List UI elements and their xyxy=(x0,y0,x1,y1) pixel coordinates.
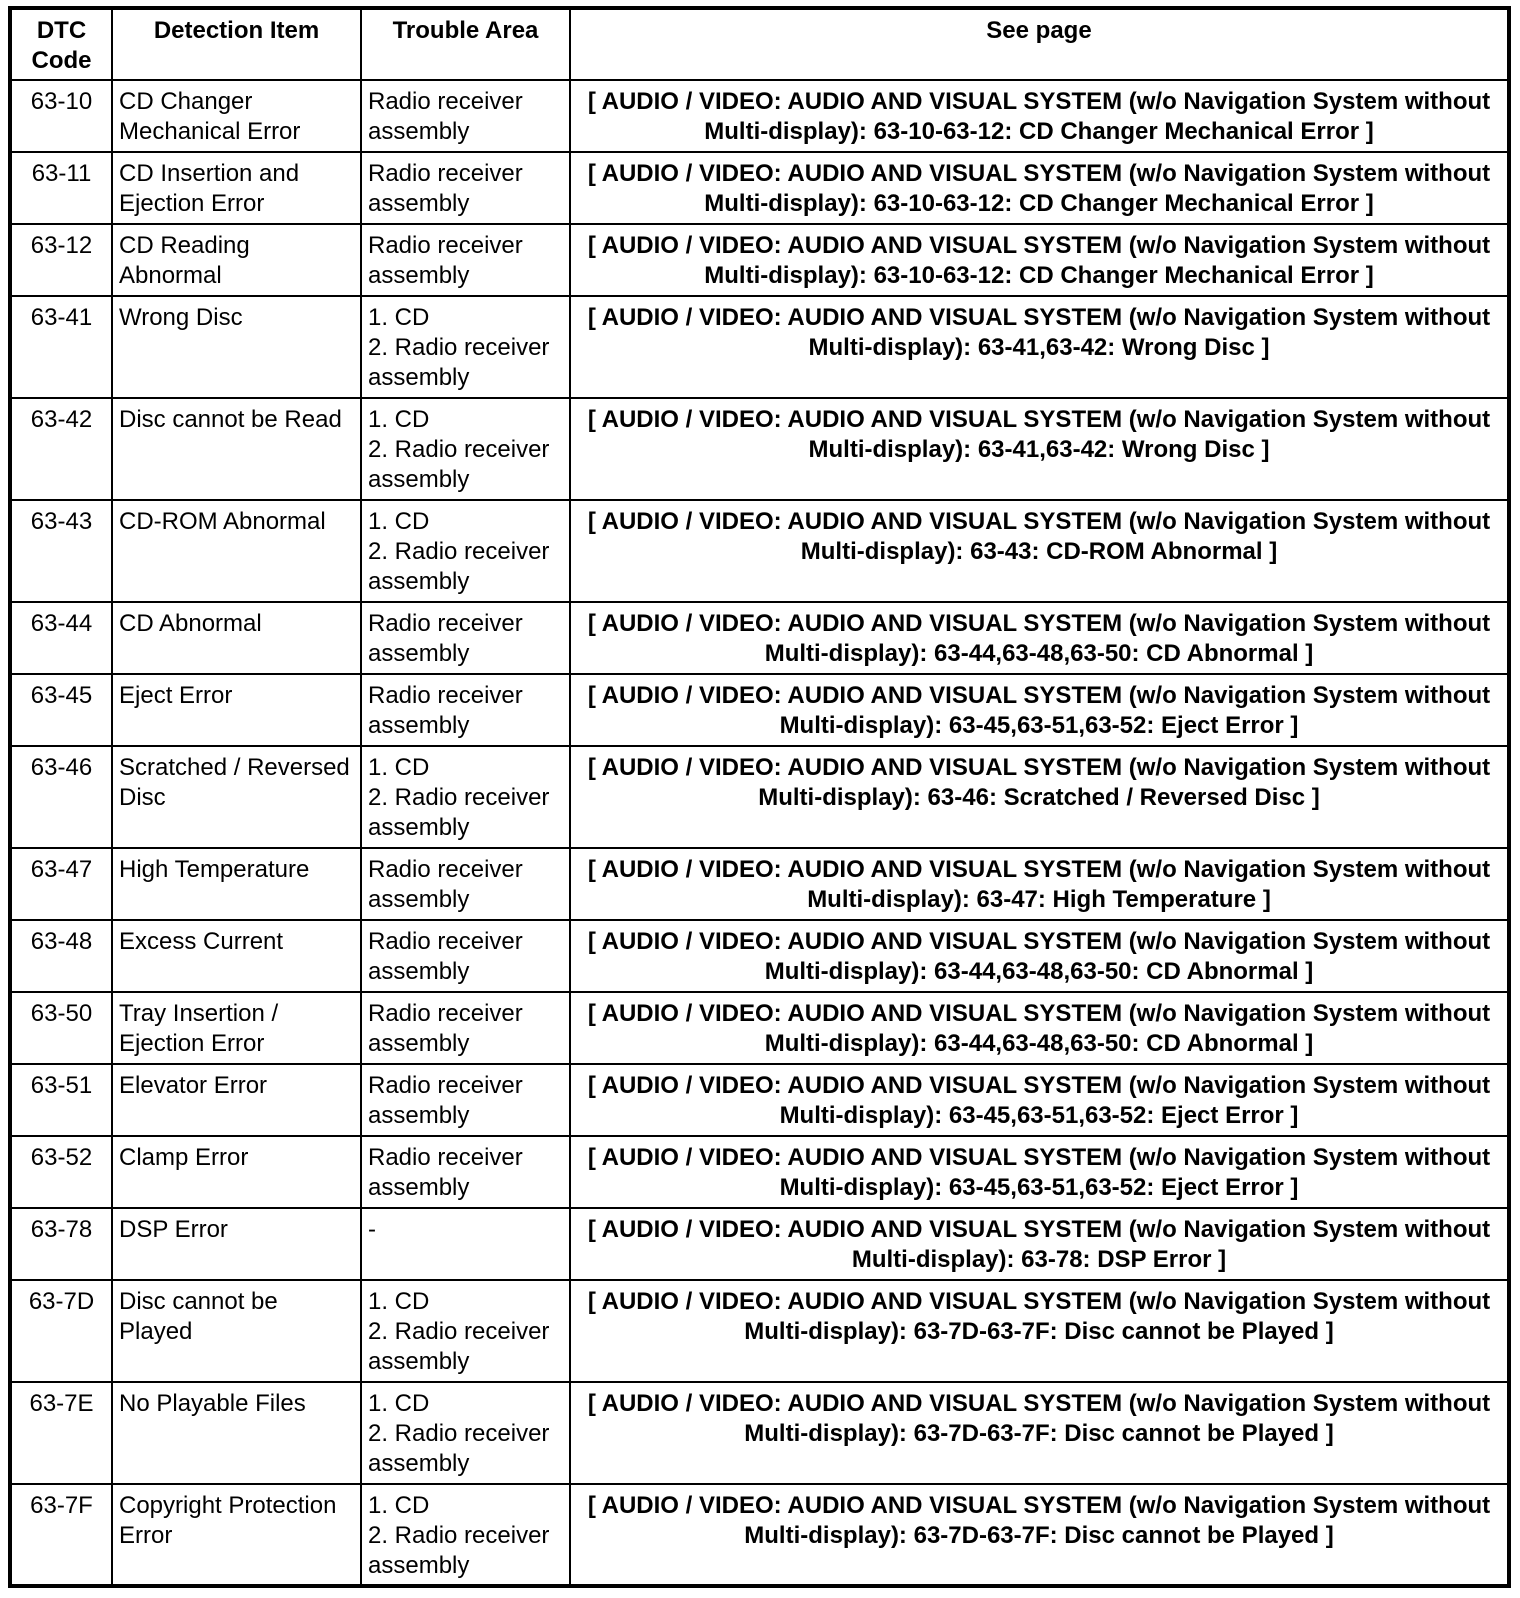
detection-item-cell: CD Reading Abnormal xyxy=(112,224,361,296)
detection-item-cell: Disc cannot be Played xyxy=(112,1280,361,1382)
table-row xyxy=(10,80,1509,152)
trouble-area-cell xyxy=(361,398,570,500)
table-header xyxy=(10,8,1509,80)
detection-item-cell: CD Abnormal xyxy=(112,602,361,674)
trouble-area-line: Radio receiver assembly xyxy=(368,88,523,145)
dtc-code-cell: 63-7D xyxy=(10,1280,112,1382)
dtc-code-cell: 63-78 xyxy=(10,1208,112,1280)
dtc-code-cell: 63-10 xyxy=(10,80,112,152)
table-row xyxy=(10,1208,1509,1280)
see-page-link[interactable]: [ AUDIO / VIDEO: AUDIO AND VISUAL SYSTEM (w/o Navigation System without Multi-display): 63-41,63-42: Wrong Disc ] xyxy=(570,398,1509,500)
dtc-code-cell: 63-50 xyxy=(10,992,112,1064)
trouble-area-cell xyxy=(361,1484,570,1586)
dtc-table xyxy=(8,6,1511,1588)
header-row xyxy=(10,8,1509,80)
trouble-area-line: Radio receiver assembly xyxy=(368,1000,523,1057)
trouble-area-cell xyxy=(361,296,570,398)
see-page-link[interactable]: [ AUDIO / VIDEO: AUDIO AND VISUAL SYSTEM (w/o Navigation System without Multi-display): 63-10-63-12: CD Changer Mechanical Error ] xyxy=(570,80,1509,152)
trouble-area-line: 2. Radio receiver assembly xyxy=(368,334,550,391)
trouble-area-line: 1. CD xyxy=(368,304,430,331)
see-page-link[interactable]: [ AUDIO / VIDEO: AUDIO AND VISUAL SYSTEM (w/o Navigation System without Multi-display): 63-46: Scratched / Reversed Disc ] xyxy=(570,746,1509,848)
table-body xyxy=(10,80,1509,1586)
table-row xyxy=(10,1280,1509,1382)
trouble-area-cell xyxy=(361,1064,570,1136)
trouble-area-cell xyxy=(361,992,570,1064)
see-page-link[interactable]: [ AUDIO / VIDEO: AUDIO AND VISUAL SYSTEM (w/o Navigation System without Multi-display): 63-10-63-12: CD Changer Mechanical Error ] xyxy=(570,224,1509,296)
see-page-link[interactable]: [ AUDIO / VIDEO: AUDIO AND VISUAL SYSTEM (w/o Navigation System without Multi-display): 63-45,63-51,63-52: Eject Error ] xyxy=(570,674,1509,746)
see-page-link[interactable]: [ AUDIO / VIDEO: AUDIO AND VISUAL SYSTEM (w/o Navigation System without Multi-display): 63-43: CD-ROM Abnormal ] xyxy=(570,500,1509,602)
trouble-area-line: Radio receiver assembly xyxy=(368,856,523,913)
trouble-area-line: 1. CD xyxy=(368,1288,430,1315)
see-page-link[interactable]: [ AUDIO / VIDEO: AUDIO AND VISUAL SYSTEM (w/o Navigation System without Multi-display): 63-44,63-48,63-50: CD Abnormal ] xyxy=(570,602,1509,674)
table-row xyxy=(10,1064,1509,1136)
dtc-code-cell: 63-48 xyxy=(10,920,112,992)
trouble-area-line: 1. CD xyxy=(368,406,430,433)
trouble-area-cell xyxy=(361,80,570,152)
see-page-link[interactable]: [ AUDIO / VIDEO: AUDIO AND VISUAL SYSTEM (w/o Navigation System without Multi-display): 63-7D-63-7F: Disc cannot be Played ] xyxy=(570,1382,1509,1484)
trouble-area-line: Radio receiver assembly xyxy=(368,682,523,739)
trouble-area-cell xyxy=(361,848,570,920)
trouble-area-line: 2. Radio receiver assembly xyxy=(368,1522,550,1579)
header-dtc-code-line2: Code xyxy=(31,47,92,74)
trouble-area-line: Radio receiver assembly xyxy=(368,928,523,985)
trouble-area-line: Radio receiver assembly xyxy=(368,1072,523,1129)
see-page-link[interactable]: [ AUDIO / VIDEO: AUDIO AND VISUAL SYSTEM (w/o Navigation System without Multi-display): 63-44,63-48,63-50: CD Abnormal ] xyxy=(570,992,1509,1064)
detection-item-cell: Copyright Protection Error xyxy=(112,1484,361,1586)
trouble-area-line: 1. CD xyxy=(368,1492,430,1519)
table-row xyxy=(10,674,1509,746)
trouble-area-line: 2. Radio receiver assembly xyxy=(368,436,550,493)
trouble-area-cell xyxy=(361,674,570,746)
table-row xyxy=(10,152,1509,224)
table-row xyxy=(10,1484,1509,1586)
table-row xyxy=(10,224,1509,296)
trouble-area-line: - xyxy=(368,1216,376,1243)
header-dtc-code-line1: DTC xyxy=(36,17,87,44)
dtc-code-cell: 63-43 xyxy=(10,500,112,602)
dtc-code-cell: 63-7F xyxy=(10,1484,112,1586)
table-row xyxy=(10,1382,1509,1484)
trouble-area-cell xyxy=(361,602,570,674)
table-row xyxy=(10,992,1509,1064)
dtc-code-cell: 63-42 xyxy=(10,398,112,500)
table-row xyxy=(10,296,1509,398)
see-page-link[interactable]: [ AUDIO / VIDEO: AUDIO AND VISUAL SYSTEM (w/o Navigation System without Multi-display): 63-44,63-48,63-50: CD Abnormal ] xyxy=(570,920,1509,992)
trouble-area-cell xyxy=(361,920,570,992)
see-page-link[interactable]: [ AUDIO / VIDEO: AUDIO AND VISUAL SYSTEM (w/o Navigation System without Multi-display): 63-7D-63-7F: Disc cannot be Played ] xyxy=(570,1280,1509,1382)
header-detection-item: Detection Item xyxy=(112,8,361,80)
trouble-area-cell xyxy=(361,1280,570,1382)
trouble-area-line: Radio receiver assembly xyxy=(368,1144,523,1201)
trouble-area-cell xyxy=(361,746,570,848)
see-page-link[interactable]: [ AUDIO / VIDEO: AUDIO AND VISUAL SYSTEM (w/o Navigation System without Multi-display): 63-45,63-51,63-52: Eject Error ] xyxy=(570,1064,1509,1136)
table-row xyxy=(10,848,1509,920)
dtc-code-cell: 63-47 xyxy=(10,848,112,920)
trouble-area-line: 2. Radio receiver assembly xyxy=(368,784,550,841)
see-page-link[interactable]: [ AUDIO / VIDEO: AUDIO AND VISUAL SYSTEM (w/o Navigation System without Multi-display): 63-41,63-42: Wrong Disc ] xyxy=(570,296,1509,398)
trouble-area-cell xyxy=(361,1382,570,1484)
detection-item-cell: No Playable Files xyxy=(112,1382,361,1484)
detection-item-cell: Clamp Error xyxy=(112,1136,361,1208)
dtc-code-cell: 63-46 xyxy=(10,746,112,848)
dtc-code-cell: 63-44 xyxy=(10,602,112,674)
detection-item-cell: CD Insertion and Ejection Error xyxy=(112,152,361,224)
trouble-area-cell xyxy=(361,224,570,296)
table-row xyxy=(10,746,1509,848)
detection-item-cell: High Temperature xyxy=(112,848,361,920)
table-row xyxy=(10,398,1509,500)
see-page-link[interactable]: [ AUDIO / VIDEO: AUDIO AND VISUAL SYSTEM (w/o Navigation System without Multi-display): 63-10-63-12: CD Changer Mechanical Error ] xyxy=(570,152,1509,224)
detection-item-cell: Scratched / Reversed Disc xyxy=(112,746,361,848)
see-page-link[interactable]: [ AUDIO / VIDEO: AUDIO AND VISUAL SYSTEM (w/o Navigation System without Multi-display): 63-47: High Temperature ] xyxy=(570,848,1509,920)
trouble-area-line: Radio receiver assembly xyxy=(368,232,523,289)
detection-item-cell: Wrong Disc xyxy=(112,296,361,398)
dtc-code-cell: 63-12 xyxy=(10,224,112,296)
trouble-area-line: 2. Radio receiver assembly xyxy=(368,538,550,595)
table-row xyxy=(10,920,1509,992)
trouble-area-cell xyxy=(361,1208,570,1280)
detection-item-cell: Elevator Error xyxy=(112,1064,361,1136)
trouble-area-line: 1. CD xyxy=(368,508,430,535)
header-dtc-code xyxy=(10,8,112,80)
detection-item-cell: Eject Error xyxy=(112,674,361,746)
trouble-area-line: 1. CD xyxy=(368,754,430,781)
trouble-area-cell xyxy=(361,500,570,602)
table-row xyxy=(10,1136,1509,1208)
see-page-link[interactable]: [ AUDIO / VIDEO: AUDIO AND VISUAL SYSTEM (w/o Navigation System without Multi-display): 63-45,63-51,63-52: Eject Error ] xyxy=(570,1136,1509,1208)
detection-item-cell: DSP Error xyxy=(112,1208,361,1280)
detection-item-cell: Excess Current xyxy=(112,920,361,992)
trouble-area-line: 2. Radio receiver assembly xyxy=(368,1318,550,1375)
trouble-area-cell xyxy=(361,1136,570,1208)
detection-item-cell: Tray Insertion / Ejection Error xyxy=(112,992,361,1064)
trouble-area-line: 2. Radio receiver assembly xyxy=(368,1420,550,1477)
header-trouble-area: Trouble Area xyxy=(361,8,570,80)
trouble-area-cell xyxy=(361,152,570,224)
detection-item-cell: CD Changer Mechanical Error xyxy=(112,80,361,152)
dtc-code-cell: 63-11 xyxy=(10,152,112,224)
table-row xyxy=(10,500,1509,602)
see-page-link[interactable]: [ AUDIO / VIDEO: AUDIO AND VISUAL SYSTEM (w/o Navigation System without Multi-display): 63-7D-63-7F: Disc cannot be Played ] xyxy=(570,1484,1509,1586)
header-see-page: See page xyxy=(570,8,1509,80)
see-page-link[interactable]: [ AUDIO / VIDEO: AUDIO AND VISUAL SYSTEM (w/o Navigation System without Multi-display): 63-78: DSP Error ] xyxy=(570,1208,1509,1280)
detection-item-cell: Disc cannot be Read xyxy=(112,398,361,500)
dtc-code-cell: 63-41 xyxy=(10,296,112,398)
dtc-code-cell: 63-45 xyxy=(10,674,112,746)
detection-item-cell: CD-ROM Abnormal xyxy=(112,500,361,602)
trouble-area-line: Radio receiver assembly xyxy=(368,160,523,217)
table-row xyxy=(10,602,1509,674)
trouble-area-line: 1. CD xyxy=(368,1390,430,1417)
dtc-code-cell: 63-52 xyxy=(10,1136,112,1208)
dtc-code-cell: 63-51 xyxy=(10,1064,112,1136)
trouble-area-line: Radio receiver assembly xyxy=(368,610,523,667)
dtc-code-cell: 63-7E xyxy=(10,1382,112,1484)
